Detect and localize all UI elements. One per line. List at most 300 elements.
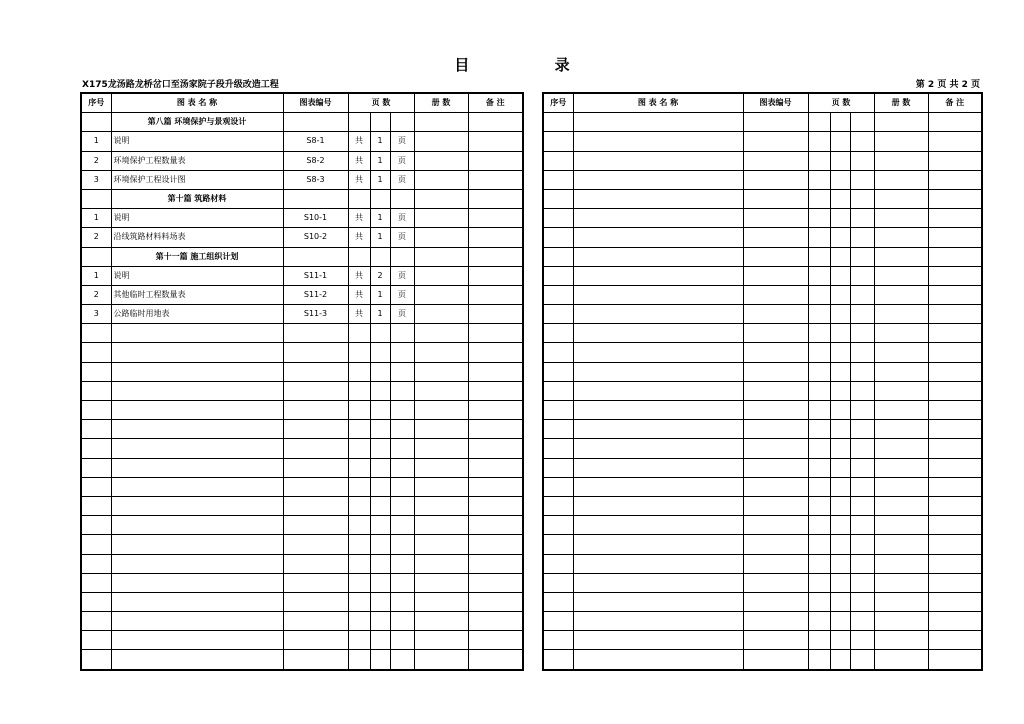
empty-cell	[348, 592, 370, 611]
empty-cell	[573, 362, 743, 381]
empty-cell	[370, 516, 390, 535]
gong-cell: 共	[348, 305, 370, 324]
empty-cell	[830, 343, 850, 362]
empty-cell	[928, 305, 982, 324]
name-cell: 其他临时工程数量表	[111, 285, 283, 304]
empty-row	[81, 362, 523, 381]
seq-cell: 2	[81, 228, 111, 247]
empty-cell	[850, 516, 874, 535]
empty-cell	[81, 631, 111, 650]
empty-cell	[468, 381, 523, 400]
empty-cell	[850, 631, 874, 650]
empty-cell	[743, 477, 808, 496]
empty-row	[81, 401, 523, 420]
empty-cell	[808, 554, 830, 573]
empty-cell	[850, 285, 874, 304]
empty-cell	[743, 151, 808, 170]
empty-cell	[808, 573, 830, 592]
empty-cell	[414, 113, 468, 132]
empty-cell	[743, 458, 808, 477]
empty-cell	[830, 420, 850, 439]
empty-cell	[808, 228, 830, 247]
empty-cell	[543, 305, 573, 324]
empty-row	[543, 650, 982, 670]
empty-cell	[808, 247, 830, 266]
empty-cell	[830, 631, 850, 650]
empty-cell	[874, 458, 928, 477]
volume-cell	[414, 151, 468, 170]
remark-cell	[468, 170, 523, 189]
empty-cell	[348, 554, 370, 573]
empty-cell	[874, 420, 928, 439]
empty-cell	[283, 362, 348, 381]
empty-cell	[414, 362, 468, 381]
remark-cell	[468, 305, 523, 324]
empty-cell	[830, 650, 850, 670]
empty-cell	[111, 612, 283, 631]
code-cell: S8-3	[283, 170, 348, 189]
empty-cell	[573, 132, 743, 151]
empty-cell	[743, 343, 808, 362]
empty-cell	[81, 554, 111, 573]
empty-cell	[808, 420, 830, 439]
empty-cell	[414, 420, 468, 439]
remark-cell	[468, 209, 523, 228]
empty-cell	[850, 612, 874, 631]
empty-cell	[850, 592, 874, 611]
empty-cell	[390, 439, 414, 458]
table-row	[81, 228, 523, 247]
empty-cell	[390, 496, 414, 515]
empty-cell	[573, 305, 743, 324]
empty-row	[543, 170, 982, 189]
empty-row	[543, 381, 982, 400]
empty-cell	[370, 477, 390, 496]
empty-cell	[370, 343, 390, 362]
empty-cell	[808, 535, 830, 554]
empty-cell	[850, 170, 874, 189]
empty-cell	[874, 631, 928, 650]
empty-cell	[81, 650, 111, 670]
empty-cell	[543, 266, 573, 285]
empty-cell	[543, 381, 573, 400]
empty-cell	[850, 132, 874, 151]
remark-cell	[468, 285, 523, 304]
empty-cell	[370, 324, 390, 343]
empty-cell	[414, 496, 468, 515]
empty-row	[543, 189, 982, 208]
empty-cell	[348, 477, 370, 496]
empty-cell	[81, 477, 111, 496]
ye-cell: 页	[390, 305, 414, 324]
empty-row	[543, 573, 982, 592]
empty-cell	[543, 209, 573, 228]
section-row	[81, 189, 523, 208]
empty-cell	[743, 650, 808, 670]
empty-cell	[928, 362, 982, 381]
empty-cell	[81, 458, 111, 477]
empty-cell	[468, 247, 523, 266]
gong-cell: 共	[348, 285, 370, 304]
empty-cell	[850, 266, 874, 285]
table-row	[81, 285, 523, 304]
empty-cell	[81, 439, 111, 458]
empty-cell	[573, 170, 743, 189]
empty-cell	[573, 381, 743, 400]
empty-cell	[743, 612, 808, 631]
empty-cell	[348, 113, 370, 132]
header-pages: 页 数	[808, 93, 874, 113]
empty-cell	[874, 324, 928, 343]
empty-cell	[808, 439, 830, 458]
section-title: 第十篇 筑路材料	[111, 189, 283, 208]
empty-cell	[543, 554, 573, 573]
empty-cell	[830, 209, 850, 228]
empty-cell	[414, 189, 468, 208]
empty-cell	[111, 554, 283, 573]
header-seq: 序号	[81, 93, 111, 113]
empty-cell	[874, 151, 928, 170]
empty-cell	[874, 496, 928, 515]
gong-cell: 共	[348, 228, 370, 247]
empty-cell	[743, 247, 808, 266]
empty-cell	[111, 420, 283, 439]
empty-cell	[370, 189, 390, 208]
empty-cell	[743, 170, 808, 189]
empty-cell	[348, 439, 370, 458]
empty-cell	[850, 113, 874, 132]
empty-cell	[468, 477, 523, 496]
empty-cell	[808, 266, 830, 285]
empty-cell	[874, 573, 928, 592]
empty-cell	[111, 516, 283, 535]
empty-cell	[414, 247, 468, 266]
empty-cell	[928, 573, 982, 592]
empty-cell	[874, 113, 928, 132]
empty-cell	[370, 612, 390, 631]
gong-cell: 共	[348, 209, 370, 228]
empty-cell	[874, 170, 928, 189]
empty-cell	[808, 170, 830, 189]
empty-cell	[808, 189, 830, 208]
empty-cell	[390, 535, 414, 554]
empty-cell	[808, 305, 830, 324]
empty-row	[81, 496, 523, 515]
empty-cell	[390, 631, 414, 650]
empty-cell	[390, 113, 414, 132]
empty-cell	[468, 516, 523, 535]
empty-cell	[874, 362, 928, 381]
empty-cell	[468, 631, 523, 650]
empty-cell	[543, 535, 573, 554]
empty-cell	[874, 132, 928, 151]
empty-cell	[850, 554, 874, 573]
empty-cell	[468, 650, 523, 670]
seq-cell: 1	[81, 209, 111, 228]
volume-cell	[414, 209, 468, 228]
empty-cell	[370, 458, 390, 477]
empty-cell	[390, 247, 414, 266]
name-cell: 公路临时用地表	[111, 305, 283, 324]
empty-cell	[573, 113, 743, 132]
empty-cell	[468, 496, 523, 515]
empty-cell	[743, 554, 808, 573]
remark-cell	[468, 151, 523, 170]
empty-cell	[543, 477, 573, 496]
code-cell: S8-2	[283, 151, 348, 170]
empty-cell	[543, 573, 573, 592]
empty-cell	[543, 496, 573, 515]
empty-cell	[830, 516, 850, 535]
empty-cell	[81, 401, 111, 420]
empty-cell	[81, 496, 111, 515]
empty-cell	[874, 305, 928, 324]
empty-cell	[573, 439, 743, 458]
gong-cell: 共	[348, 132, 370, 151]
empty-cell	[743, 132, 808, 151]
empty-cell	[928, 343, 982, 362]
empty-cell	[850, 324, 874, 343]
directory-table-left	[80, 92, 524, 671]
empty-cell	[111, 496, 283, 515]
empty-cell	[808, 132, 830, 151]
empty-cell	[468, 343, 523, 362]
header-row	[81, 93, 523, 113]
volume-cell	[414, 266, 468, 285]
empty-cell	[283, 496, 348, 515]
empty-cell	[390, 343, 414, 362]
empty-cell	[743, 228, 808, 247]
empty-cell	[348, 420, 370, 439]
empty-cell	[390, 573, 414, 592]
gong-cell: 共	[348, 151, 370, 170]
empty-cell	[111, 477, 283, 496]
empty-cell	[808, 592, 830, 611]
page-count-cell: 1	[370, 228, 390, 247]
empty-cell	[468, 189, 523, 208]
page-count-cell: 1	[370, 305, 390, 324]
empty-cell	[928, 324, 982, 343]
empty-cell	[414, 343, 468, 362]
empty-cell	[850, 189, 874, 208]
empty-cell	[370, 401, 390, 420]
empty-cell	[743, 324, 808, 343]
empty-cell	[808, 113, 830, 132]
volume-cell	[414, 305, 468, 324]
empty-row	[543, 247, 982, 266]
empty-cell	[81, 343, 111, 362]
empty-cell	[573, 420, 743, 439]
volume-cell	[414, 170, 468, 189]
seq-cell	[81, 247, 111, 266]
page-count-cell: 1	[370, 285, 390, 304]
name-cell: 说明	[111, 209, 283, 228]
empty-row	[543, 496, 982, 515]
empty-cell	[573, 535, 743, 554]
empty-cell	[283, 573, 348, 592]
empty-cell	[874, 228, 928, 247]
empty-cell	[928, 113, 982, 132]
empty-cell	[543, 247, 573, 266]
seq-cell: 1	[81, 132, 111, 151]
empty-cell	[850, 458, 874, 477]
empty-row	[543, 458, 982, 477]
empty-cell	[283, 401, 348, 420]
empty-cell	[874, 439, 928, 458]
empty-cell	[928, 401, 982, 420]
table-row	[81, 170, 523, 189]
empty-cell	[414, 554, 468, 573]
empty-cell	[928, 439, 982, 458]
empty-cell	[81, 592, 111, 611]
empty-cell	[390, 554, 414, 573]
header-code: 图表编号	[743, 93, 808, 113]
empty-cell	[370, 573, 390, 592]
empty-cell	[850, 650, 874, 670]
empty-cell	[928, 381, 982, 400]
empty-cell	[370, 650, 390, 670]
empty-cell	[468, 439, 523, 458]
empty-row	[81, 554, 523, 573]
empty-cell	[370, 631, 390, 650]
empty-cell	[283, 516, 348, 535]
section-title: 第八篇 环境保护与景观设计	[111, 113, 283, 132]
empty-row	[543, 343, 982, 362]
empty-cell	[390, 612, 414, 631]
remark-cell	[468, 132, 523, 151]
empty-row	[543, 285, 982, 304]
gong-cell: 共	[348, 266, 370, 285]
empty-row	[81, 420, 523, 439]
empty-cell	[543, 592, 573, 611]
seq-cell	[81, 113, 111, 132]
gong-cell: 共	[348, 170, 370, 189]
empty-cell	[850, 228, 874, 247]
empty-cell	[573, 343, 743, 362]
empty-row	[543, 324, 982, 343]
empty-row	[81, 439, 523, 458]
section-row	[81, 113, 523, 132]
empty-cell	[850, 439, 874, 458]
empty-cell	[874, 247, 928, 266]
empty-cell	[348, 401, 370, 420]
empty-cell	[573, 458, 743, 477]
empty-cell	[111, 401, 283, 420]
empty-cell	[468, 535, 523, 554]
empty-row	[543, 612, 982, 631]
empty-cell	[743, 516, 808, 535]
empty-cell	[830, 554, 850, 573]
empty-row	[543, 439, 982, 458]
empty-cell	[743, 189, 808, 208]
directory-table-right	[542, 92, 983, 671]
empty-cell	[850, 381, 874, 400]
empty-row	[81, 592, 523, 611]
empty-row	[543, 132, 982, 151]
empty-cell	[81, 516, 111, 535]
header-remark: 备 注	[928, 93, 982, 113]
empty-cell	[390, 420, 414, 439]
empty-cell	[370, 362, 390, 381]
empty-cell	[543, 439, 573, 458]
empty-cell	[283, 458, 348, 477]
empty-cell	[390, 381, 414, 400]
empty-cell	[573, 612, 743, 631]
empty-cell	[348, 324, 370, 343]
empty-cell	[283, 324, 348, 343]
empty-cell	[573, 650, 743, 670]
empty-cell	[808, 151, 830, 170]
empty-cell	[874, 381, 928, 400]
table-row	[81, 305, 523, 324]
empty-cell	[348, 612, 370, 631]
empty-cell	[830, 477, 850, 496]
empty-cell	[283, 650, 348, 670]
empty-cell	[808, 516, 830, 535]
empty-cell	[81, 381, 111, 400]
empty-cell	[743, 631, 808, 650]
empty-cell	[543, 189, 573, 208]
empty-cell	[348, 458, 370, 477]
header-remark: 备 注	[468, 93, 523, 113]
empty-cell	[874, 650, 928, 670]
empty-cell	[414, 573, 468, 592]
empty-cell	[808, 343, 830, 362]
empty-row	[543, 535, 982, 554]
empty-cell	[390, 650, 414, 670]
empty-cell	[348, 631, 370, 650]
empty-cell	[573, 247, 743, 266]
empty-cell	[390, 592, 414, 611]
empty-cell	[370, 439, 390, 458]
empty-cell	[874, 535, 928, 554]
code-cell: S8-1	[283, 132, 348, 151]
empty-cell	[283, 631, 348, 650]
empty-cell	[850, 247, 874, 266]
empty-cell	[348, 189, 370, 208]
ye-cell: 页	[390, 151, 414, 170]
empty-cell	[808, 324, 830, 343]
empty-cell	[543, 420, 573, 439]
empty-cell	[111, 592, 283, 611]
empty-row	[543, 151, 982, 170]
empty-cell	[830, 170, 850, 189]
empty-cell	[81, 420, 111, 439]
empty-cell	[283, 592, 348, 611]
empty-cell	[468, 573, 523, 592]
empty-cell	[468, 554, 523, 573]
volume-cell	[414, 132, 468, 151]
empty-cell	[414, 535, 468, 554]
empty-cell	[390, 516, 414, 535]
header-pages: 页 数	[348, 93, 414, 113]
name-cell: 说明	[111, 266, 283, 285]
empty-cell	[830, 458, 850, 477]
empty-cell	[743, 401, 808, 420]
empty-cell	[573, 209, 743, 228]
empty-cell	[928, 420, 982, 439]
name-cell: 环境保护工程设计图	[111, 170, 283, 189]
empty-row	[81, 573, 523, 592]
empty-row	[543, 266, 982, 285]
empty-cell	[743, 439, 808, 458]
empty-cell	[414, 516, 468, 535]
empty-cell	[830, 535, 850, 554]
empty-cell	[390, 477, 414, 496]
empty-cell	[743, 573, 808, 592]
empty-cell	[573, 228, 743, 247]
empty-cell	[830, 496, 850, 515]
